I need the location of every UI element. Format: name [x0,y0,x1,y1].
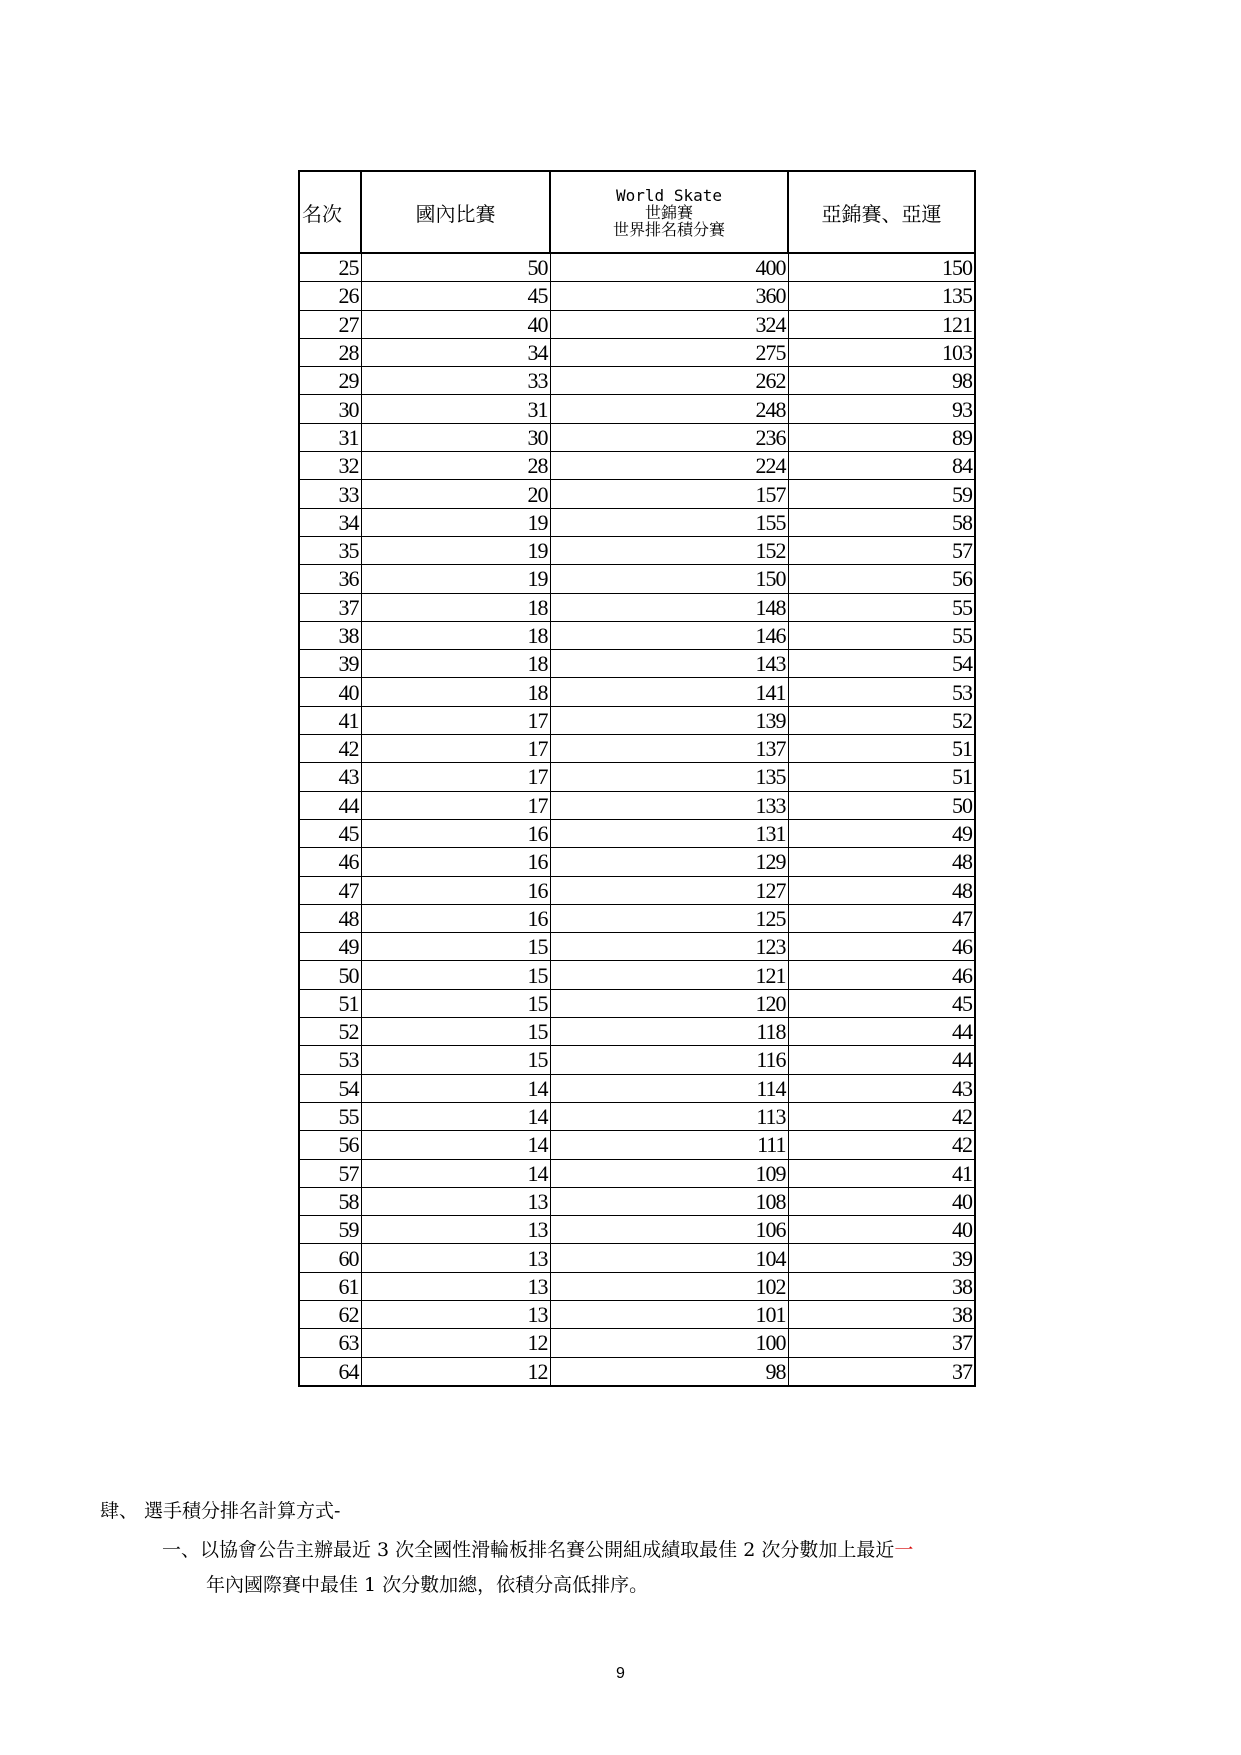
cell-asia: 89 [788,423,975,451]
cell-domestic: 12 [361,1329,550,1357]
cell-rank: 48 [299,904,361,932]
cell-world: 100 [550,1329,788,1357]
cell-asia: 54 [788,650,975,678]
cell-asia: 150 [788,253,975,282]
cell-domestic: 14 [361,1159,550,1187]
cell-asia: 48 [788,848,975,876]
cell-world: 224 [550,452,788,480]
cell-world: 275 [550,338,788,366]
cell-world: 135 [550,763,788,791]
cell-rank: 32 [299,452,361,480]
table-row [299,423,975,451]
cell-asia: 58 [788,508,975,536]
cell-asia: 37 [788,1357,975,1386]
table-row [299,791,975,819]
cell-domestic: 20 [361,480,550,508]
header-world-line-3: 世界排名積分賽 [612,219,725,239]
cell-world: 155 [550,508,788,536]
table-row [299,1216,975,1244]
cell-domestic: 19 [361,508,550,536]
cell-world: 114 [550,1074,788,1102]
cell-world: 139 [550,706,788,734]
table-row [299,678,975,706]
cell-domestic: 30 [361,423,550,451]
cell-world: 113 [550,1102,788,1130]
cell-domestic: 19 [361,565,550,593]
table-row [299,1018,975,1046]
table-row [299,961,975,989]
cell-rank: 43 [299,763,361,791]
cell-domestic: 18 [361,593,550,621]
cell-rank: 44 [299,791,361,819]
cell-domestic: 50 [361,253,550,282]
cell-domestic: 19 [361,536,550,564]
header-world-skate [550,171,788,253]
table-row [299,1329,975,1357]
cell-rank: 37 [299,593,361,621]
cell-domestic: 18 [361,621,550,649]
cell-world: 131 [550,819,788,847]
cell-domestic: 18 [361,650,550,678]
cell-world: 109 [550,1159,788,1187]
cell-domestic: 15 [361,933,550,961]
rule-line-1-text: 一、以協會公告主辦最近 3 次全國性滑輪板排名賽公開組成績取最佳 2 次分數加上最近 [162,1539,895,1561]
cell-domestic: 16 [361,848,550,876]
table-row [299,367,975,395]
table-row [299,310,975,338]
cell-asia: 40 [788,1216,975,1244]
cell-rank: 53 [299,1046,361,1074]
cell-rank: 57 [299,1159,361,1187]
cell-world: 120 [550,989,788,1017]
cell-domestic: 15 [361,1018,550,1046]
cell-domestic: 15 [361,1046,550,1074]
cell-asia: 46 [788,933,975,961]
cell-world: 121 [550,961,788,989]
cell-domestic: 31 [361,395,550,423]
cell-world: 360 [550,282,788,310]
cell-domestic: 28 [361,452,550,480]
table-row [299,1272,975,1300]
cell-world: 111 [550,1131,788,1159]
cell-rank: 52 [299,1018,361,1046]
header-rank: 名次 [299,171,361,253]
cell-asia: 56 [788,565,975,593]
cell-rank: 60 [299,1244,361,1272]
cell-asia: 44 [788,1046,975,1074]
cell-rank: 62 [299,1300,361,1328]
cell-asia: 53 [788,678,975,706]
cell-domestic: 33 [361,367,550,395]
cell-world: 125 [550,904,788,932]
cell-world: 146 [550,621,788,649]
rule-line-1 [162,1535,913,1562]
cell-domestic: 14 [361,1131,550,1159]
table-row [299,508,975,536]
cell-rank: 31 [299,423,361,451]
cell-asia: 46 [788,961,975,989]
cell-asia: 50 [788,791,975,819]
cell-rank: 56 [299,1131,361,1159]
cell-world: 123 [550,933,788,961]
cell-world: 127 [550,876,788,904]
cell-rank: 41 [299,706,361,734]
cell-world: 102 [550,1272,788,1300]
cell-asia: 52 [788,706,975,734]
cell-domestic: 12 [361,1357,550,1386]
cell-domestic: 13 [361,1244,550,1272]
cell-world: 106 [550,1216,788,1244]
cell-domestic: 14 [361,1074,550,1102]
cell-asia: 121 [788,310,975,338]
table-row [299,848,975,876]
table-header-row [299,171,975,253]
cell-domestic: 40 [361,310,550,338]
rule-line-1-red-char: 一 [894,1539,914,1561]
cell-asia: 103 [788,338,975,366]
cell-domestic: 13 [361,1300,550,1328]
table-row [299,876,975,904]
table-row [299,1300,975,1328]
cell-asia: 55 [788,621,975,649]
cell-world: 141 [550,678,788,706]
table-row [299,904,975,932]
table-row [299,395,975,423]
section-heading: 肆、 選手積分排名計算方式- [100,1500,341,1522]
cell-rank: 25 [299,253,361,282]
table-row [299,338,975,366]
table-row [299,735,975,763]
header-world-line-2: 世錦賽 [644,202,693,222]
cell-world: 116 [550,1046,788,1074]
cell-rank: 36 [299,565,361,593]
cell-world: 236 [550,423,788,451]
cell-domestic: 16 [361,819,550,847]
cell-domestic: 16 [361,904,550,932]
cell-rank: 64 [299,1357,361,1386]
cell-asia: 48 [788,876,975,904]
cell-world: 137 [550,735,788,763]
cell-rank: 30 [299,395,361,423]
cell-rank: 55 [299,1102,361,1130]
page-number: 9 [616,1665,625,1682]
cell-rank: 42 [299,735,361,763]
cell-world: 248 [550,395,788,423]
table-row [299,480,975,508]
cell-world: 98 [550,1357,788,1386]
cell-domestic: 45 [361,282,550,310]
header-asia: 亞錦賽、亞運 [788,171,975,253]
cell-rank: 29 [299,367,361,395]
table-row [299,1102,975,1130]
cell-rank: 50 [299,961,361,989]
cell-domestic: 14 [361,1102,550,1130]
cell-domestic: 34 [361,338,550,366]
table-row [299,1046,975,1074]
points-table [298,170,976,1387]
cell-world: 400 [550,253,788,282]
cell-world: 101 [550,1300,788,1328]
cell-rank: 40 [299,678,361,706]
table-row [299,452,975,480]
cell-asia: 135 [788,282,975,310]
cell-world: 324 [550,310,788,338]
cell-rank: 33 [299,480,361,508]
cell-asia: 93 [788,395,975,423]
cell-domestic: 15 [361,961,550,989]
cell-asia: 37 [788,1329,975,1357]
cell-domestic: 17 [361,791,550,819]
cell-world: 150 [550,565,788,593]
table-row [299,1074,975,1102]
table-row [299,593,975,621]
cell-rank: 58 [299,1187,361,1215]
cell-world: 108 [550,1187,788,1215]
cell-asia: 38 [788,1272,975,1300]
header-domestic: 國內比賽 [361,171,550,253]
cell-rank: 38 [299,621,361,649]
table-row [299,819,975,847]
cell-asia: 42 [788,1131,975,1159]
table-row [299,933,975,961]
cell-rank: 63 [299,1329,361,1357]
cell-rank: 45 [299,819,361,847]
cell-rank: 54 [299,1074,361,1102]
table-row [299,282,975,310]
cell-asia: 47 [788,904,975,932]
cell-world: 133 [550,791,788,819]
cell-asia: 98 [788,367,975,395]
cell-rank: 46 [299,848,361,876]
table-row [299,536,975,564]
cell-asia: 38 [788,1300,975,1328]
cell-world: 152 [550,536,788,564]
rule-line-2: 年內國際賽中最佳 1 次分數加總，依積分高低排序。 [206,1574,649,1596]
cell-asia: 43 [788,1074,975,1102]
cell-asia: 49 [788,819,975,847]
cell-world: 143 [550,650,788,678]
table-row [299,1357,975,1386]
cell-rank: 61 [299,1272,361,1300]
cell-asia: 44 [788,1018,975,1046]
cell-domestic: 13 [361,1272,550,1300]
cell-rank: 26 [299,282,361,310]
cell-asia: 55 [788,593,975,621]
cell-asia: 40 [788,1187,975,1215]
cell-domestic: 18 [361,678,550,706]
cell-world: 148 [550,593,788,621]
cell-world: 118 [550,1018,788,1046]
cell-rank: 49 [299,933,361,961]
table-row [299,1244,975,1272]
cell-rank: 51 [299,989,361,1017]
cell-asia: 39 [788,1244,975,1272]
cell-domestic: 17 [361,735,550,763]
cell-rank: 39 [299,650,361,678]
cell-asia: 45 [788,989,975,1017]
cell-asia: 59 [788,480,975,508]
table-row [299,565,975,593]
table-row [299,253,975,282]
table-body [299,253,975,1386]
table-row [299,989,975,1017]
cell-rank: 47 [299,876,361,904]
table-row [299,763,975,791]
cell-world: 129 [550,848,788,876]
cell-world: 104 [550,1244,788,1272]
cell-domestic: 16 [361,876,550,904]
table-row [299,650,975,678]
table-row [299,621,975,649]
cell-asia: 41 [788,1159,975,1187]
cell-rank: 59 [299,1216,361,1244]
cell-asia: 57 [788,536,975,564]
cell-domestic: 13 [361,1187,550,1215]
cell-world: 157 [550,480,788,508]
header-world-line-1: World Skate [616,185,722,205]
cell-asia: 51 [788,763,975,791]
cell-asia: 51 [788,735,975,763]
cell-domestic: 17 [361,763,550,791]
cell-asia: 42 [788,1102,975,1130]
table-row [299,706,975,734]
cell-rank: 35 [299,536,361,564]
table-row [299,1159,975,1187]
cell-domestic: 17 [361,706,550,734]
cell-world: 262 [550,367,788,395]
cell-asia: 84 [788,452,975,480]
cell-rank: 27 [299,310,361,338]
cell-rank: 28 [299,338,361,366]
cell-domestic: 13 [361,1216,550,1244]
table-row [299,1131,975,1159]
table-row [299,1187,975,1215]
cell-domestic: 15 [361,989,550,1017]
cell-rank: 34 [299,508,361,536]
